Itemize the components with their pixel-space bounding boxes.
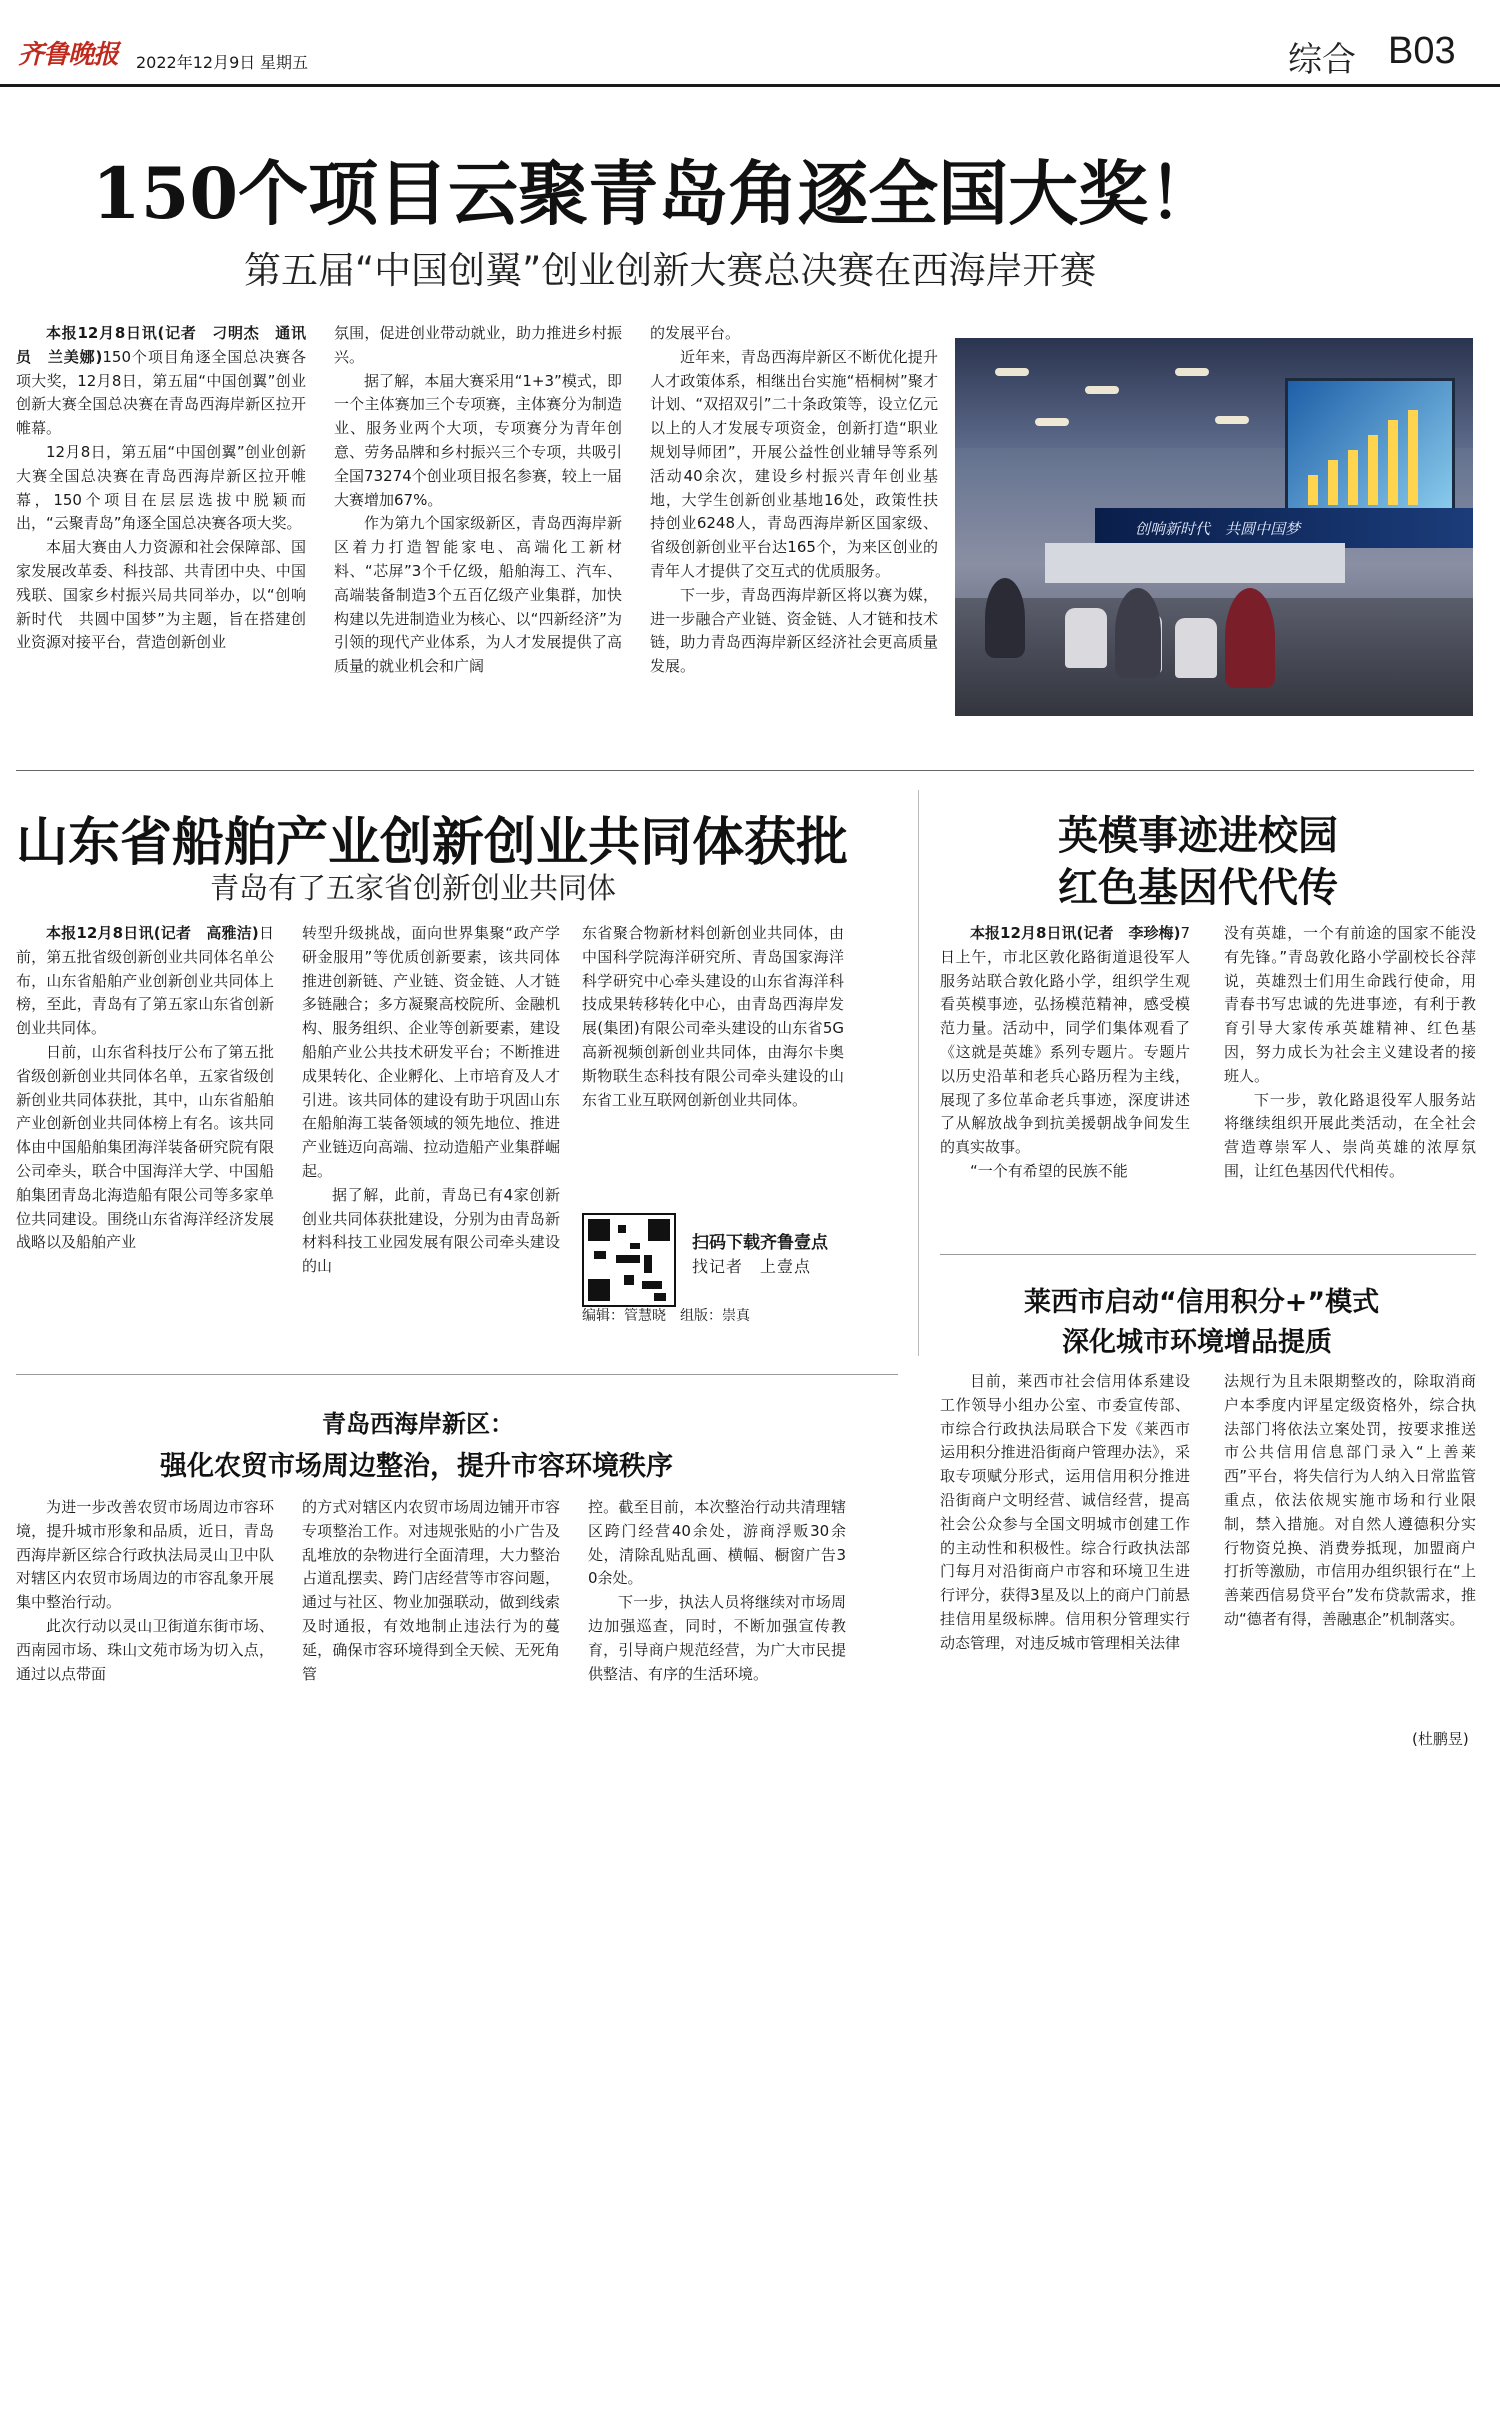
editor-credit: 编辑：管慧晓 组版：崇真 xyxy=(582,1308,750,1324)
section-divider xyxy=(940,1254,1476,1255)
article4-headline-line1: 青岛西海岸新区： xyxy=(322,1410,514,1438)
ceiling-light xyxy=(995,368,1029,376)
article2-dateline: 本报12月8日讯(记者 高雅洁) xyxy=(46,924,259,942)
article5-col1: 目前，莱西市社会信用体系建设工作领导小组办公室、市委宣传部、市综合行政执法局联合下发《莱西市运用积分推进沿街商户管理办法》，采取专项赋分形式，运用信用积分推进沿街商户文明经营、诚信经营，提高社会公众参与全国文明城市创建工作的主动性和积极性。综合行政执法部门每月对沿街商户市容和环境卫生进行评分，获得3星及以上的商户门前悬挂信用星级标牌。信用积分管理实行动态管理，对违反城市管理相关法律 xyxy=(940,1372,1190,1652)
chair xyxy=(1175,618,1217,678)
ceiling-light xyxy=(1035,418,1069,426)
ceiling-light xyxy=(1175,368,1209,376)
column-divider xyxy=(918,790,919,1356)
article1-col2: 氛围，促进创业带动就业，助力推进乡村振兴。 据了解，本届大赛采用“1+3”模式，即一个主体赛加三个专项赛，主体赛分为制造业、服务业两个大项，专项赛分为青年创意、劳务品牌和乡村振兴三个专项，共吸引全国73274个创业项目报名参赛，较上一届大赛增加67%。 作为第九个国家级新区，青岛西海岸新区着力打造智能家电、高端化工新材料、“芯屏”3个千亿级，船舶海工、汽车、高端装备制造3个五百亿级产业集群，加快构建以先进制造业为核心、以“四新经济”为引领的现代产业体系，为人才发展提供了高质量的就业机会和广阔 xyxy=(334,324,622,676)
article3-col2: 没有英雄，一个有前途的国家不能没有先锋。”青岛敦化路小学副校长谷萍说，英雄烈士们用生命践行使命，用青春书写忠诚的先进事迹，有利于教育引导大家传承英雄精神、红色基因，努力成长为社会主义建设者的接班人。 下一步，敦化路退役军人服务站将继续组织开展此类活动，在全社会营造尊崇军人、崇尚英雄的浓厚氛围，让红色基因代代相传。 xyxy=(1224,924,1476,1180)
article4-col2: 的方式对辖区内农贸市场周边铺开市容专项整治工作。对违规张贴的小广告及乱堆放的杂物进行全面清理，大力整治占道乱摆卖、跨门店经营等市容问题，通过与社区、物业加强联动，做到线索及时通报，有效地制止违法行为的蔓延，确保市容环境得到全天候、无死角管 xyxy=(302,1498,560,1683)
article2-subhead: 青岛有了五家省创新创业共同体 xyxy=(210,871,617,905)
attendee xyxy=(1225,588,1275,688)
conference-photo xyxy=(955,338,1473,716)
article3-headline-line1: 英模事迹进校园 xyxy=(1058,812,1338,859)
article4-col1: 为进一步改善农贸市场周边市容环境，提升城市形象和品质，近日，青岛西海岸新区综合行政执法局灵山卫中队对辖区内农贸市场周边的市容乱象开展集中整治行动。 此次行动以灵山卫街道东街市场、西南园市场、珠山文苑市场为切入点，通过以点带面 xyxy=(16,1498,274,1683)
ceiling-light xyxy=(1215,416,1249,424)
article5-col2: 法规行为且未限期整改的，除取消商户本季度内评星定级资格外，综合执法部门将依法立案处罚，按要求推送市公共信用信息部门录入“上善莱西”平台，将失信行为人纳入日常监管重点，依法依规实施市场和行业限制，禁入措施。对自然人遵德积分实行物资兑换、消费券抵现，加盟商户打折等激励，市信用办组织银行在“上善莱西信易贷平台”发布贷款需求，推动“德者有得，善融惠企”机制落实。 xyxy=(1224,1372,1476,1628)
article5-headline-line1: 莱西市启动“信用积分+”模式 xyxy=(1024,1287,1380,1318)
article2-headline: 山东省船舶产业创新创业共同体获批 xyxy=(16,812,849,873)
header-rule xyxy=(0,84,1500,87)
section-divider xyxy=(16,770,1474,771)
attendee xyxy=(1115,588,1161,678)
article3-col1: 本报12月8日讯(记者 李珍梅)7日上午，市北区敦化路街道退役军人服务站联合敦化路小学，组织学生观看英模事迹，弘扬模范精神，感受模范力量。活动中，同学们集体观看了《这就是英雄》系列专题片。专题片以历史沿革和老兵心路历程为主线，展现了多位革命老兵事迹，深度讲述了从解放战争到抗美援朝战争间发生的真实故事。 “一个有希望的民族不能 xyxy=(940,924,1190,1180)
issue-weekday: 星期五 xyxy=(260,53,309,72)
article5-headline-line2: 深化城市环境增品提质 xyxy=(1062,1327,1332,1358)
article2-col1: 本报12月8日讯(记者 高雅洁)日前，第五批省级创新创业共同体名单公布，山东省船舶产业创新创业共同体上榜，至此，青岛有了第五家山东省创新创业共同体。 日前，山东省科技厅公布了第五批省级创新创业共同体名单，五家省级创新创业共同体获批，其中，山东省船舶产业创新创业共同体榜上有名。该共同体由中国船舶集团海洋装备研究院有限公司牵头，联合中国海洋大学、中国船舶集团青岛北海造船有限公司等多家单位共同建设。围绕山东省海洋经济发展战略以及船舶产业 xyxy=(16,924,274,1252)
page-number: B03 xyxy=(1388,30,1456,72)
qr-code[interactable] xyxy=(582,1213,676,1307)
article4-col3: 控。截至目前，本次整治行动共清理辖区跨门经营40余处，游商浮贩30余处，清除乱贴乱画、横幅、橱窗广告30余处。 下一步，执法人员将继续对市场周边加强巡查，同时，不断加强宣传教育，引导商户规范经营，为广大市民提供整洁、有序的生活环境。 xyxy=(588,1498,846,1683)
section-name: 综合 xyxy=(1288,40,1356,80)
attendee xyxy=(985,578,1025,658)
stage-screen xyxy=(1285,378,1455,528)
article1-dateline: 本报12月8日讯(记者 刁明杰 通讯员 兰美娜) xyxy=(16,324,306,366)
article1-col3: 的发展平台。 近年来，青岛西海岸新区不断优化提升人才政策体系，相继出台实施“梧桐树”聚才计划、“双招双引”二十条政策等，设立亿元以上的人才发展专项资金，创新打造“职业规划导师团”，开展公益性创业辅导等系列活动40余次，建设乡村振兴青年创业基地，大学生创新创业基地16处，政策性扶持创业6248人，青岛西海岸新区国家级、省级创新创业平台达165个，为来区创业的青年人才提供了交互式的优质服务。 下一步，青岛西海岸新区将以赛为媒，进一步融合产业链、资金链、人才链和技术链，助力青岛西海岸新区经济社会更高质量发展。 xyxy=(650,324,938,676)
article1-subhead: 第五届“中国创翼”创业创新大赛总决赛在西海岸开赛 xyxy=(244,249,1097,292)
article3-headline-line2: 红色基因代代传 xyxy=(1058,864,1338,911)
stage-banner: 创响新时代 共圆中国梦 xyxy=(1095,508,1473,548)
article1-headline: 150个项目云聚青岛角逐全国大奖！ xyxy=(92,152,1219,235)
newspaper-logo: 齐鲁晚报 xyxy=(18,40,119,70)
article5-byline: (杜鹏昱) xyxy=(1412,1730,1469,1748)
qr-sublabel: 找记者 上壹点 xyxy=(692,1257,812,1276)
chair xyxy=(1065,608,1107,668)
section-divider xyxy=(16,1374,898,1375)
article2-col3: 东省聚合物新材料创新创业共同体，由中国科学院海洋研究所、青岛国家海洋科学研究中心牵头建设的山东省海洋科技成果转移转化中心，由青岛西海岸发展(集团)有限公司牵头建设的山东省5G高新视频创新创业共同体，由海尔卡奥斯物联生态科技有限公司牵头建设的山东省工业互联网创新创业共同体。 xyxy=(582,924,844,1109)
article2-col2: 转型升级挑战，面向世界集聚“政产学研金服用”等优质创新要素，该共同体推进创新链、产业链、资金链、人才链多链融合；多方凝聚高校院所、金融机构、服务组织、企业等创新要素，建设船舶产业公共技术研发平台；不断推进成果转化、企业孵化、上市培育及人才引进。该共同体的建设有助于巩固山东在船舶海工装备领域的领先地位、推进产业链迈向高端、拉动造船产业集群崛起。 据了解，此前，青岛已有4家创新创业共同体获批建设，分别为由青岛新材料科技工业园发展有限公司牵头建设的山 xyxy=(302,924,560,1276)
article4-headline-line2: 强化农贸市场周边整治，提升市容环境秩序 xyxy=(160,1451,673,1482)
ceiling-light xyxy=(1085,386,1119,394)
article3-dateline: 本报12月8日讯(记者 李珍梅) xyxy=(970,924,1181,942)
judges-table xyxy=(1045,543,1345,583)
qr-label: 扫码下载齐鲁壹点 xyxy=(692,1233,828,1253)
article1-col1: 本报12月8日讯(记者 刁明杰 通讯员 兰美娜)150个项目角逐全国总决赛各项大奖，12月8日，第五届“中国创翼”创业创新大赛全国总决赛在青岛西海岸新区拉开帷幕。 12月8日，第五届“中国创翼”创业创新大赛全国总决赛在青岛西海岸新区拉开帷幕，150个项目在层层选拔中脱颖而出，“云聚青岛”角逐全国总决赛各项大奖。 本届大赛由人力资源和社会保障部、国家发展改革委、科技部、共青团中央、中国残联、国家乡村振兴局共同举办，以“创响新时代 共圆中国梦”为主题，旨在搭建创业资源对接平台，营造创新创业 xyxy=(16,324,306,652)
issue-date: 2022年12月9日 xyxy=(136,53,256,72)
